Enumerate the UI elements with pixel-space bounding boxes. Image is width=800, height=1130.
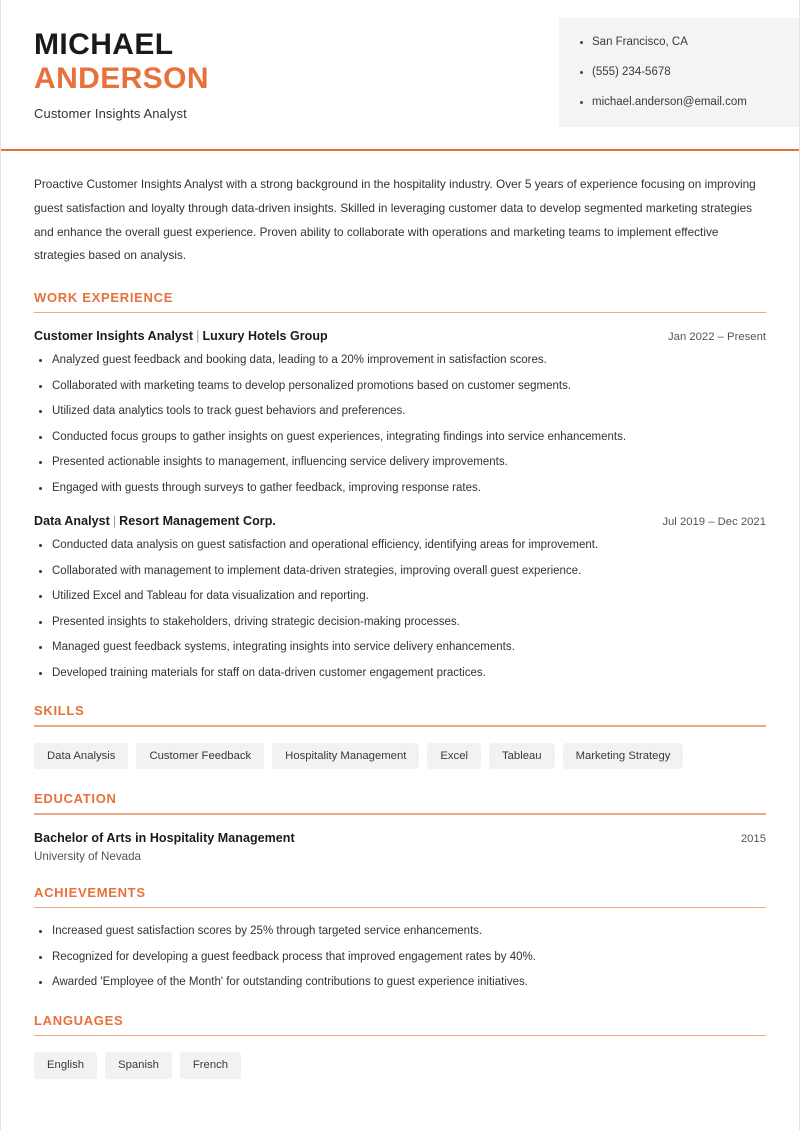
job-bullet: Utilized Excel and Tableau for data visualization and reporting. xyxy=(34,589,766,605)
job-bullet: Utilized data analytics tools to track guest behaviors and preferences. xyxy=(34,404,766,420)
job-title-line xyxy=(34,514,276,528)
job-role: Data Analyst xyxy=(34,514,110,529)
achievement-bullet: Recognized for developing a guest feedback process that improved engagement rates by 40%. xyxy=(34,950,766,966)
education-header xyxy=(34,831,766,845)
section-achievements xyxy=(34,885,766,991)
contact-panel xyxy=(559,18,799,127)
job-bullet: Managed guest feedback systems, integrating insights into service delivery enhancements. xyxy=(34,640,766,656)
section-work-experience xyxy=(34,290,766,682)
contact-email-text: michael.anderson@email.com xyxy=(592,95,747,108)
job-bullet: Engaged with guests through surveys to gather feedback, improving response rates. xyxy=(34,481,766,497)
headline-job-title: Customer Insights Analyst xyxy=(34,106,187,122)
language-chip: English xyxy=(34,1052,97,1078)
job-bullet: Collaborated with marketing teams to develop personalized promotions based on customer segments. xyxy=(34,379,766,395)
job-role: Customer Insights Analyst xyxy=(34,329,194,344)
contact-item-phone xyxy=(577,66,799,80)
contact-phone-text: (555) 234-5678 xyxy=(592,65,671,78)
skill-chip: Customer Feedback xyxy=(136,743,264,769)
professional-summary: Proactive Customer Insights Analyst with a strong background in the hospitality industry. Over 5 years of experience focusing on improving guest satisfaction and loyalty through data-driven insights. Skilled in leveraging customer data to develop segmented marketing strategies and enhance the overall guest experience. Proven ability to collaborate with operations and marketing teams to implement effective strategies based on analysis. xyxy=(34,177,756,263)
resume-body xyxy=(1,173,799,1078)
achievement-bullet: Awarded 'Employee of the Month' for outstanding contributions to guest experience initiatives. xyxy=(34,975,766,991)
education-entry xyxy=(34,831,766,863)
skill-chip: Tableau xyxy=(489,743,555,769)
job-bullet: Developed training materials for staff on data-driven customer engagement practices. xyxy=(34,666,766,682)
job-header xyxy=(34,514,766,528)
education-year: 2015 xyxy=(740,832,766,845)
section-title-work-experience: WORK EXPERIENCE xyxy=(34,289,174,305)
job-company: Resort Management Corp. xyxy=(119,514,276,529)
job-title-line xyxy=(34,329,328,343)
section-divider xyxy=(34,1035,766,1037)
job-entry xyxy=(34,514,766,681)
job-separator: | xyxy=(196,329,200,344)
job-header xyxy=(34,329,766,343)
first-name: MICHAEL xyxy=(34,28,174,61)
section-title-skills: SKILLS xyxy=(34,703,85,719)
job-bullet: Collaborated with management to implement data-driven strategies, improving overall guest experience. xyxy=(34,564,766,580)
section-skills xyxy=(34,703,766,769)
education-school: University of Nevada xyxy=(34,849,141,863)
job-bullet-list xyxy=(34,353,766,496)
achievement-bullet: Increased guest satisfaction scores by 25% through targeted service enhancements. xyxy=(34,924,766,940)
job-dates: Jan 2022 – Present xyxy=(668,331,766,344)
section-divider xyxy=(34,907,766,909)
job-company: Luxury Hotels Group xyxy=(202,329,328,344)
contact-location-text: San Francisco, CA xyxy=(592,36,688,48)
job-dates: Jul 2019 – Dec 2021 xyxy=(662,516,766,529)
job-bullet: Presented actionable insights to management, influencing service delivery improvements. xyxy=(34,455,766,471)
achievements-bullet-list xyxy=(34,924,766,991)
section-title-languages: LANGUAGES xyxy=(34,1012,124,1028)
section-title-achievements: ACHIEVEMENTS xyxy=(34,884,146,900)
skill-chip: Data Analysis xyxy=(34,743,128,769)
last-name: ANDERSON xyxy=(34,61,209,95)
languages-chip-list xyxy=(34,1052,766,1078)
education-degree: Bachelor of Arts in Hospitality Management xyxy=(34,830,295,845)
language-chip: French xyxy=(180,1052,241,1078)
section-languages xyxy=(34,1013,766,1079)
job-bullet: Analyzed guest feedback and booking data, leading to a 20% improvement in satisfaction scores. xyxy=(34,353,766,369)
job-separator: | xyxy=(112,514,117,529)
skill-chip: Hospitality Management xyxy=(272,743,419,769)
job-bullet: Presented insights to stakeholders, driving strategic decision-making processes. xyxy=(34,615,766,631)
contact-item-email xyxy=(577,96,799,110)
skills-chip-list xyxy=(34,743,766,769)
section-divider xyxy=(34,725,766,727)
section-title-education: EDUCATION xyxy=(34,791,117,807)
job-bullet: Conducted data analysis on guest satisfaction and operational efficiency, identifying areas for improvement. xyxy=(34,538,766,554)
section-education xyxy=(34,791,766,863)
job-entry xyxy=(34,329,766,496)
skill-chip: Marketing Strategy xyxy=(563,743,684,769)
section-divider xyxy=(34,813,766,815)
header-divider xyxy=(1,149,799,151)
language-chip: Spanish xyxy=(105,1052,172,1078)
skill-chip: Excel xyxy=(427,743,481,769)
contact-list xyxy=(577,36,799,109)
job-bullet-list xyxy=(34,538,766,681)
resume-header xyxy=(1,0,799,127)
section-divider xyxy=(34,312,766,314)
contact-item-location xyxy=(577,36,799,50)
header-identity xyxy=(1,18,559,127)
job-bullet: Conducted focus groups to gather insights on guest experiences, integrating findings into service enhancements. xyxy=(34,430,766,446)
